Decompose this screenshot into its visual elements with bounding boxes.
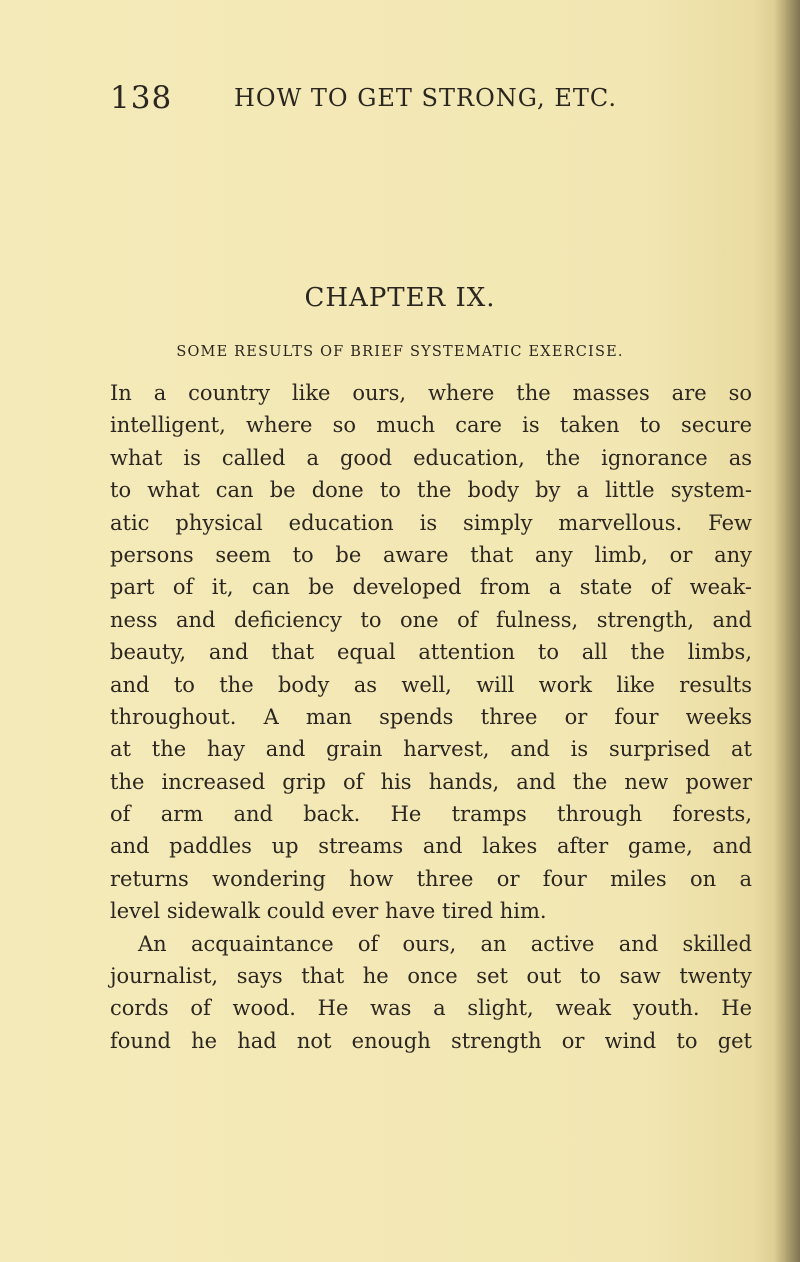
- text-line: ness and deficiency to one of fulness, strength, and: [110, 607, 752, 632]
- running-title: HOW TO GET STRONG, ETC.: [234, 84, 617, 112]
- text-line: at the hay and grain harvest, and is surprised at: [110, 737, 752, 762]
- text-line: and paddles up streams and lakes after game, and: [110, 834, 752, 859]
- chapter-subtitle: SOME RESULTS OF BRIEF SYSTEMATIC EXERCISE.: [176, 344, 624, 360]
- text-line: returns wondering how three or four miles on a: [110, 866, 752, 891]
- text-line: In a country like ours, where the masses are so: [110, 381, 752, 405]
- running-head: [110, 80, 750, 120]
- text-line: of arm and back. He tramps through forests,: [110, 802, 752, 827]
- text-line: An acquaintance of ours, an active and skilled: [138, 931, 752, 956]
- text-line: journalist, says that he once set out to saw twenty: [110, 964, 752, 989]
- text-line: cords of wood. He was a slight, weak youth. He: [110, 996, 752, 1021]
- text-line: part of it, can be developed from a state of weak-: [110, 575, 752, 600]
- body-text: [110, 377, 752, 1057]
- text-line: what is called a good education, the ignorance as: [110, 445, 752, 470]
- text-line: throughout. A man spends three or four weeks: [110, 704, 752, 729]
- text-line: the increased grip of his hands, and the new power: [110, 769, 752, 794]
- text-line: found he had not enough strength or wind to get: [110, 1028, 752, 1053]
- page-edge-shadow: [774, 0, 800, 1262]
- text-line: intelligent, where so much care is taken to secure: [110, 413, 752, 438]
- chapter-title: CHAPTER IX.: [304, 283, 496, 313]
- text-line: atic physical education is simply marvellous. Few: [110, 510, 752, 535]
- text-line: level sidewalk could ever have tired him.: [110, 899, 547, 924]
- text-line: beauty, and that equal attention to all the limbs,: [110, 640, 752, 665]
- text-line: persons seem to be aware that any limb, or any: [110, 542, 752, 567]
- page-number: 138: [110, 80, 173, 116]
- text-line: to what can be done to the body by a little system-: [110, 478, 752, 503]
- text-line: and to the body as well, will work like results: [110, 672, 752, 697]
